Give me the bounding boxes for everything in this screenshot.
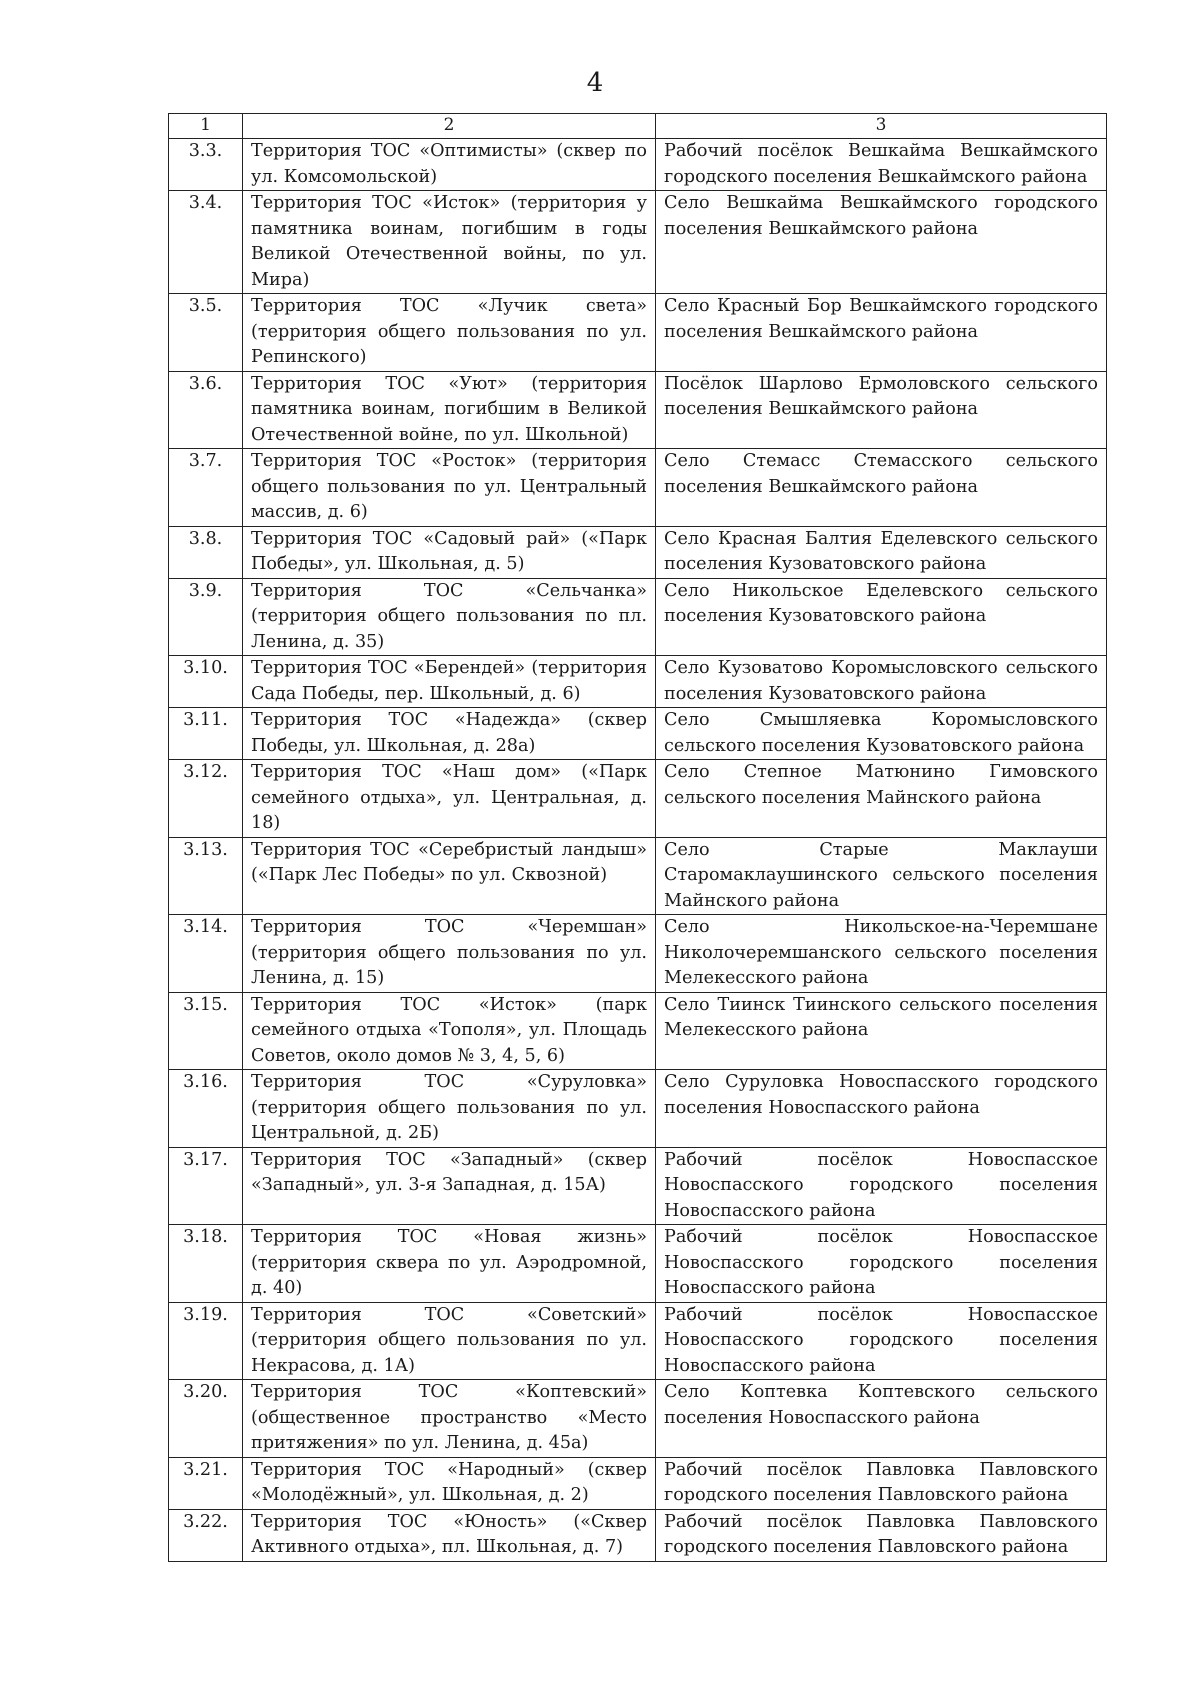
- table-row: [169, 526, 1107, 578]
- territory-cell: Территория ТОС «Берендей» (территория Сада Победы, пер. Школьный, д. 6): [243, 656, 656, 708]
- column-header-3: 3: [656, 114, 1107, 139]
- table-row: [169, 837, 1107, 915]
- settlement-cell: Село Степное Матюнино Гимовского сельского поселения Майнского района: [656, 760, 1107, 838]
- table-row: [169, 992, 1107, 1070]
- settlement-cell: Село Суруловка Новоспасского городского поселения Новоспасского района: [656, 1070, 1107, 1148]
- settlement-cell: Село Вешкайма Вешкаймского городского поселения Вешкаймского района: [656, 191, 1107, 294]
- territory-cell: Территория ТОС «Коптевский» (общественное пространство «Место притяжения» по ул. Ленина, д. 45а): [243, 1380, 656, 1458]
- page-number: 4: [586, 68, 604, 98]
- table-row: [169, 191, 1107, 294]
- settlement-cell: Рабочий посёлок Новоспасское Новоспасского городского поселения Новоспасского района: [656, 1225, 1107, 1303]
- settlement-cell: Село Старые Маклауши Старомаклаушинского сельского поселения Майнского района: [656, 837, 1107, 915]
- settlement-cell: Село Красный Бор Вешкаймского городского поселения Вешкаймского района: [656, 294, 1107, 372]
- settlement-cell: Посёлок Шарлово Ермоловского сельского поселения Вешкаймского района: [656, 371, 1107, 449]
- territory-cell: Территория ТОС «Черемшан» (территория общего пользования по ул. Ленина, д. 15): [243, 915, 656, 993]
- territory-cell: Территория ТОС «Оптимисты» (сквер по ул. Комсомольской): [243, 139, 656, 191]
- row-number: 3.6.: [169, 371, 243, 449]
- row-number: 3.21.: [169, 1457, 243, 1509]
- row-number: 3.13.: [169, 837, 243, 915]
- territory-cell: Территория ТОС «Суруловка» (территория общего пользования по ул. Центральной, д. 2Б): [243, 1070, 656, 1148]
- table-row: [169, 656, 1107, 708]
- row-number: 3.8.: [169, 526, 243, 578]
- table-row: [169, 294, 1107, 372]
- settlement-cell: Рабочий посёлок Павловка Павловского городского поселения Павловского района: [656, 1457, 1107, 1509]
- table-header: [169, 114, 1107, 139]
- table-row: [169, 1380, 1107, 1458]
- territory-cell: Территория ТОС «Исток» (парк семейного отдыха «Тополя», ул. Площадь Советов, около домов № 3, 4, 5, 6): [243, 992, 656, 1070]
- table-row: [169, 371, 1107, 449]
- settlement-cell: Рабочий посёлок Новоспасское Новоспасского городского поселения Новоспасского района: [656, 1147, 1107, 1225]
- table-row: [169, 139, 1107, 191]
- table-row: [169, 708, 1107, 760]
- settlement-cell: Село Никольское Еделевского сельского поселения Кузоватовского района: [656, 578, 1107, 656]
- row-number: 3.17.: [169, 1147, 243, 1225]
- table-row: [169, 578, 1107, 656]
- settlement-cell: Село Тиинск Тиинского сельского поселения Мелекесского района: [656, 992, 1107, 1070]
- territory-cell: Территория ТОС «Садовый рай» («Парк Победы», ул. Школьная, д. 5): [243, 526, 656, 578]
- row-number: 3.14.: [169, 915, 243, 993]
- territory-cell: Территория ТОС «Народный» (сквер «Молодёжный», ул. Школьная, д. 2): [243, 1457, 656, 1509]
- territory-cell: Территория ТОС «Серебристый ландыш» («Парк Лес Победы» по ул. Сквозной): [243, 837, 656, 915]
- territory-cell: Территория ТОС «Уют» (территория памятника воинам, погибшим в Великой Отечественной войне, по ул. Школьной): [243, 371, 656, 449]
- row-number: 3.18.: [169, 1225, 243, 1303]
- settlement-cell: Рабочий посёлок Новоспасское Новоспасского городского поселения Новоспасского района: [656, 1302, 1107, 1380]
- row-number: 3.10.: [169, 656, 243, 708]
- settlement-cell: Село Красная Балтия Еделевского сельского поселения Кузоватовского района: [656, 526, 1107, 578]
- territory-cell: Территория ТОС «Лучик света» (территория общего пользования по ул. Репинского): [243, 294, 656, 372]
- row-number: 3.5.: [169, 294, 243, 372]
- territory-cell: Территория ТОС «Росток» (территория общего пользования по ул. Центральный массив, д. 6): [243, 449, 656, 527]
- table-row: [169, 1457, 1107, 1509]
- header-row: [169, 114, 1107, 139]
- settlement-cell: Село Стемасс Стемасского сельского поселения Вешкаймского района: [656, 449, 1107, 527]
- row-number: 3.3.: [169, 139, 243, 191]
- row-number: 3.12.: [169, 760, 243, 838]
- table-row: [169, 1225, 1107, 1303]
- row-number: 3.4.: [169, 191, 243, 294]
- table-row: [169, 449, 1107, 527]
- territory-cell: Территория ТОС «Исток» (территория у памятника воинам, погибшим в годы Великой Отечественной войны, по ул. Мира): [243, 191, 656, 294]
- territory-cell: Территория ТОС «Советский» (территория общего пользования по ул. Некрасова, д. 1А): [243, 1302, 656, 1380]
- territory-cell: Территория ТОС «Юность» («Сквер Активного отдыха», пл. Школьная, д. 7): [243, 1509, 656, 1561]
- column-header-2: 2: [243, 114, 656, 139]
- territory-cell: Территория ТОС «Новая жизнь» (территория сквера по ул. Аэродромной, д. 40): [243, 1225, 656, 1303]
- table-row: [169, 915, 1107, 993]
- row-number: 3.7.: [169, 449, 243, 527]
- row-number: 3.16.: [169, 1070, 243, 1148]
- settlement-cell: Рабочий посёлок Павловка Павловского городского поселения Павловского района: [656, 1509, 1107, 1561]
- territory-cell: Территория ТОС «Надежда» (сквер Победы, ул. Школьная, д. 28а): [243, 708, 656, 760]
- row-number: 3.15.: [169, 992, 243, 1070]
- territories-table: [168, 113, 1107, 1562]
- table-row: [169, 1147, 1107, 1225]
- settlement-cell: Село Смышляевка Коромысловского сельского поселения Кузоватовского района: [656, 708, 1107, 760]
- row-number: 3.9.: [169, 578, 243, 656]
- row-number: 3.20.: [169, 1380, 243, 1458]
- table-row: [169, 1509, 1107, 1561]
- table-row: [169, 760, 1107, 838]
- row-number: 3.22.: [169, 1509, 243, 1561]
- territory-cell: Территория ТОС «Сельчанка» (территория общего пользования по пл. Ленина, д. 35): [243, 578, 656, 656]
- territory-cell: Территория ТОС «Наш дом» («Парк семейного отдыха», ул. Центральная, д. 18): [243, 760, 656, 838]
- table-body: [169, 139, 1107, 1562]
- table-row: [169, 1070, 1107, 1148]
- table-row: [169, 1302, 1107, 1380]
- column-header-1: 1: [169, 114, 243, 139]
- territory-cell: Территория ТОС «Западный» (сквер «Западный», ул. 3-я Западная, д. 15А): [243, 1147, 656, 1225]
- settlement-cell: Село Никольское-на-Черемшане Николочеремшанского сельского поселения Мелекесского района: [656, 915, 1107, 993]
- settlement-cell: Село Кузоватово Коромысловского сельского поселения Кузоватовского района: [656, 656, 1107, 708]
- row-number: 3.19.: [169, 1302, 243, 1380]
- settlement-cell: Село Коптевка Коптевского сельского поселения Новоспасского района: [656, 1380, 1107, 1458]
- settlement-cell: Рабочий посёлок Вешкайма Вешкаймского городского поселения Вешкаймского района: [656, 139, 1107, 191]
- row-number: 3.11.: [169, 708, 243, 760]
